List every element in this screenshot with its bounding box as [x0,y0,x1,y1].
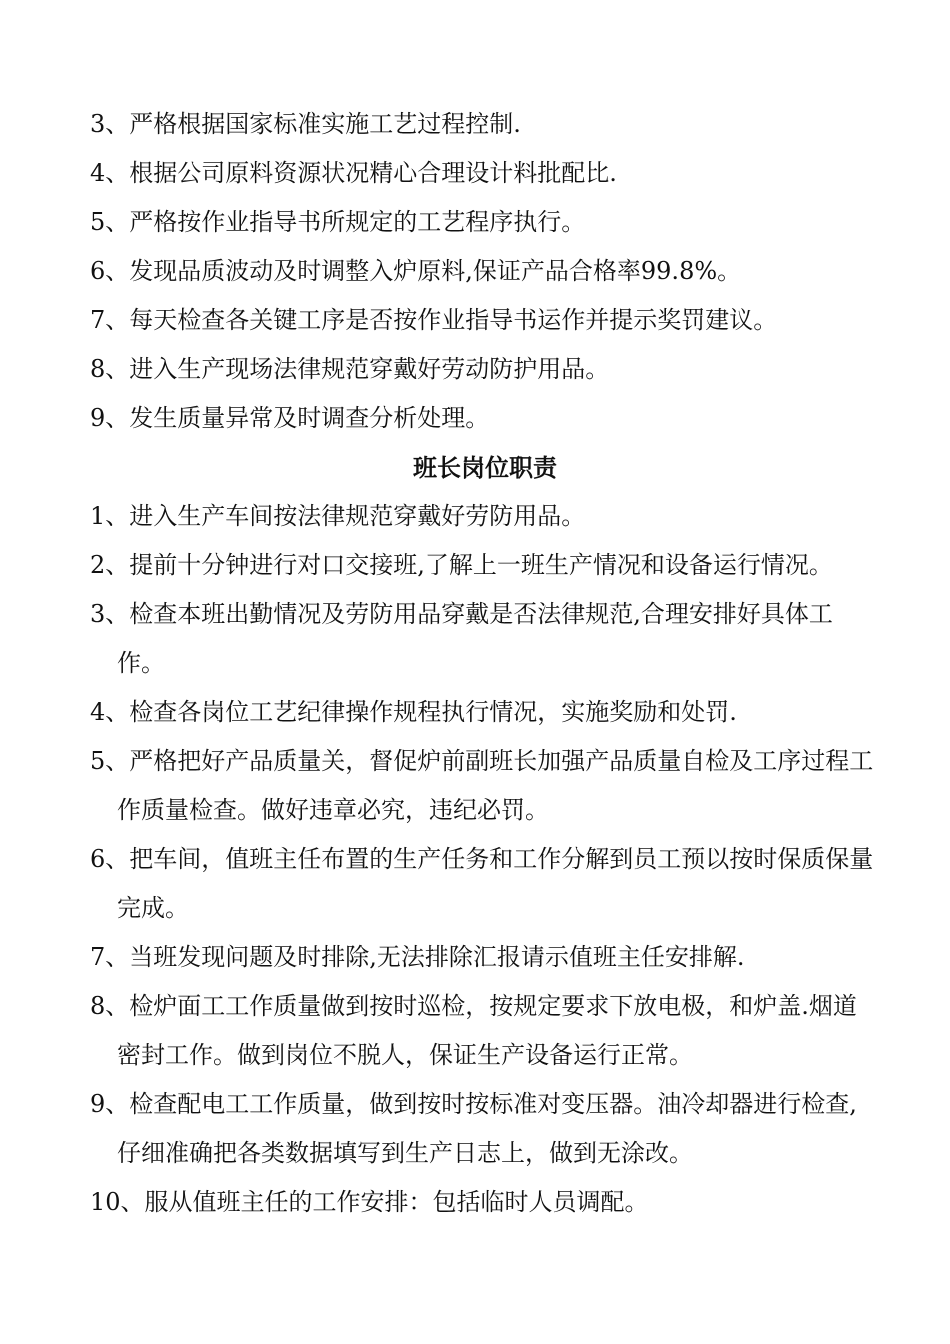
list-item: 7、当班发现问题及时排除,无法排除汇报请示值班主任安排解. [90,943,745,971]
list-item: 10、服从值班主任的工作安排：包括临时人员调配。 [90,1188,649,1216]
list-item: 9、发生质量异常及时调查分析处理。 [90,404,490,432]
list-item: 1、进入生产车间按法律规范穿戴好劳防用品。 [90,502,586,530]
list-item: 5、严格把好产品质量关，督促炉前副班长加强产品质量自检及工序过程工作质量检查。做好违章必究，违纪必罚。 [90,747,874,824]
list-item: 9、检查配电工工作质量，做到按时按标准对变压器。油冷却器进行检查,仔细准确把各类数据填写到生产日志上，做到无涂改。 [90,1090,857,1167]
list-item: 3、检查本班出勤情况及劳防用品穿戴是否法律规范,合理安排好具体工作。 [90,600,833,677]
list-item: 6、把车间，值班主任布置的生产任务和工作分解到员工预以按时保质保量完成。 [90,845,874,922]
section-title: 班长岗位职责 [413,453,557,482]
document-body [90,100,880,1227]
list-item: 2、提前十分钟进行对口交接班,了解上一班生产情况和设备运行情况。 [90,551,833,579]
list-item: 5、严格按作业指导书所规定的工艺程序执行。 [90,208,586,236]
list-item: 8、检炉面工工作质量做到按时巡检，按规定要求下放电极，和炉盖.烟道密封工作。做到岗位不脱人，保证生产设备运行正常。 [90,992,857,1069]
list-item: 8、进入生产现场法律规范穿戴好劳动防护用品。 [90,355,610,383]
list-item: 7、每天检查各关键工序是否按作业指导书运作并提示奖罚建议。 [90,306,778,334]
list-item: 6、发现品质波动及时调整入炉原料,保证产品合格率99.8%。 [90,257,742,285]
list-item: 3、严格根据国家标准实施工艺过程控制. [90,110,521,138]
list-item: 4、检查各岗位工艺纪律操作规程执行情况，实施奖励和处罚. [90,698,737,726]
list-item: 4、根据公司原料资源状况精心合理设计料批配比. [90,159,617,187]
